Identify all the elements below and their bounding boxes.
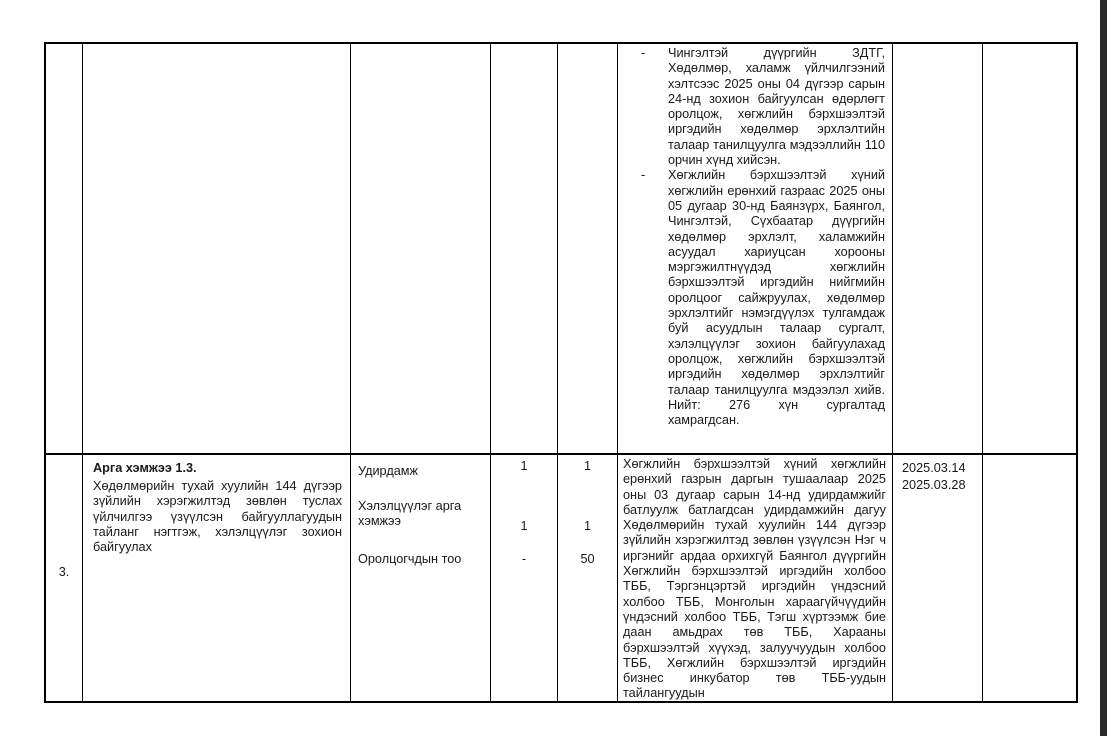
screen-right-edge	[1100, 0, 1107, 736]
plan-value: 1	[520, 459, 528, 473]
row1-activity-cell	[83, 44, 351, 455]
indicator-label: Удирдамж	[358, 464, 418, 478]
row1-dates-cell	[893, 44, 983, 455]
row1-result-cell	[618, 44, 893, 455]
date-value: 2025.03.14	[902, 461, 966, 475]
result-bullet-item	[624, 46, 885, 168]
row1-indicator-cell	[351, 44, 491, 455]
result-bullet-text: Чингэлтэй дүүргийн ЗДТГ, Хөдөлмөр, халамж үйлчилгээний хэлтсээс 2025 оны 04 дүгээр сарын 24-нд зохион байгуулсан өдөрлөгт оролцож, хөгжлийн бэрхшээлтэй иргэдийн хөдөлмөр эрхлэлтийн талаар танилцуулга мэдээллийн 110 орчин хүнд хийсэн.	[668, 46, 885, 168]
result-bullet-item	[624, 168, 885, 428]
indicator-actual-cell	[558, 455, 618, 701]
indicator-label: Хэлэлцүүлэг арга хэмжээ	[358, 499, 462, 529]
report-table	[44, 42, 1078, 703]
result-text: Хөгжлийн бэрхшээлтэй хүний хөгжлийн ерөнхий газрын даргын тушаалаар 2025 оны 03 дугаар сарын 14-нд удирдамжийг батлуулж батлагдсан удирдамжийн дагуу Хөдөлмөрийн тухай хуулийн 144 дүгээр зүйлийн хэрэгжилтэд зөвлөн үзүүлсэн Нэг ч иргэнийг ардаа орхихгүй Баянгол дүүргийн Хөгжлийн бэрхшээлтэй иргэдийн холбоо ТББ, Тэргэнцэртэй иргэдийн үндэсний холбоо ТББ, Монголын хараагүйчүүдийн үндэсний холбоо ТББ, Тэгш хүртээмж бие даан амьдрах төв ТББ, Харааны бэрхшээлтэй хүүхэд, залуучуудын холбоо ТББ, Хөгжлийн бэрхшээлтэй иргэдийн бизнес инкубатор төв ТББ-уудын тайлангуудын	[623, 457, 886, 701]
row1-plan-cell	[491, 44, 558, 455]
note-cell	[983, 455, 1076, 701]
row-number-cell	[46, 455, 83, 701]
result-bullet-text: Хөгжлийн бэрхшээлтэй хүний хөгжлийн ерөнхий газраас 2025 оны 05 дугаар 30-нд Баянзүрх, Баянгол, Чингэлтэй, Сүхбаатар дүүргийн хөдөлмөр эрхлэлт, халамжийн асуудал хариуцсан хорооны мэргэжилтнүүдэд хөгжлийн бэрхшээлтэй иргэдийн нийгмийн оролцоог сайжруулах, хөдөлмөр эрхлэлтийг нэмэгдүүлэх тулгамдаж буй асуудлын талаар сургалт, хэлэлцүүлэг зохион байгуулахад оролцож, хөгжлийн бэрхшээлтэй иргэдийн хөдөлмөр эрхлэлтийг талаар танилцуулга мэдээлэл хийв. Нийт: 276 хүн сургалтад хамрагдсан.	[668, 168, 885, 428]
row-number: 3.	[58, 565, 70, 579]
bullet-dash: -	[641, 168, 646, 183]
row1-actual-cell	[558, 44, 618, 455]
actual-value: 50	[580, 552, 595, 566]
actual-value: 1	[583, 459, 592, 473]
activity-title: Арга хэмжээ 1.3.	[93, 461, 197, 475]
indicator-labels-cell	[351, 455, 491, 701]
indicator-label: Оролцогчдын тоо	[358, 552, 462, 566]
activity-cell	[83, 455, 351, 701]
plan-value: -	[521, 552, 527, 566]
indicator-plan-cell	[491, 455, 558, 701]
row1-number-cell	[46, 44, 83, 455]
plan-value: 1	[520, 519, 528, 533]
activity-description: Хөдөлмөрийн тухай хуулийн 144 дүгээр зүйлийн хэрэгжилтэд зөвлөн туслах үйлчилгээ үзүүлсэн байгууллагуудын тайланг нэгтгэж, хэлэлцүүлэг зохион байгуулах	[93, 479, 342, 555]
dates-cell	[893, 455, 983, 701]
date-value: 2025.03.28	[902, 478, 966, 492]
actual-value: 1	[583, 519, 592, 533]
bullet-dash: -	[641, 46, 646, 60]
row1-note-cell	[983, 44, 1076, 455]
result-cell	[618, 455, 893, 701]
